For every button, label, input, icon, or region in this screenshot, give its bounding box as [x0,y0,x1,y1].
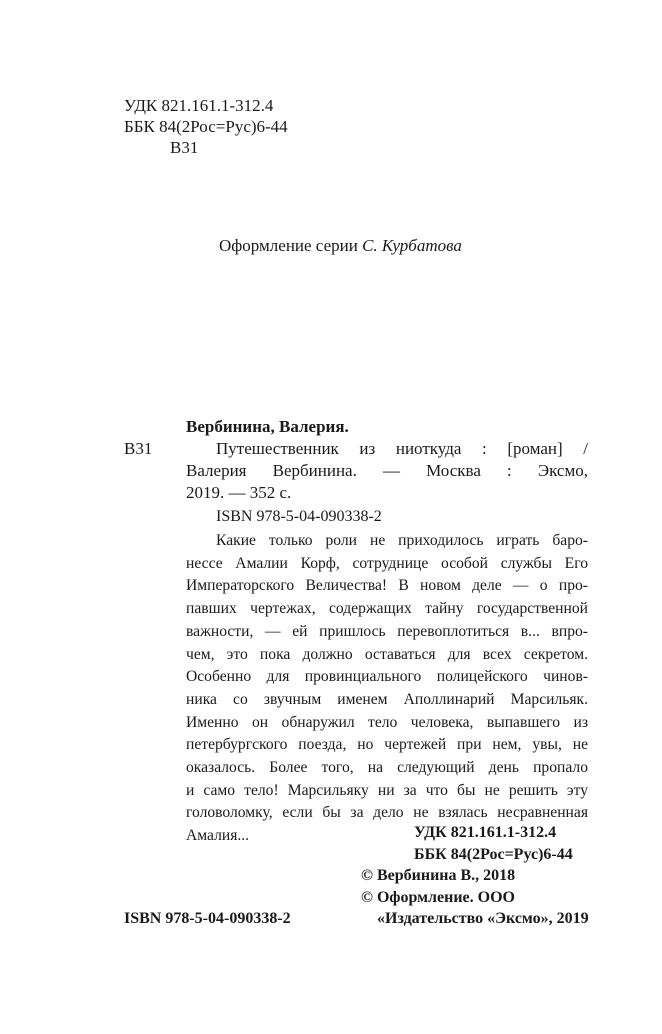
annotation-line: Императорского Величества! В новом деле — о про- [186,577,588,595]
annotation-line: оказалось. Более того, на следующий день пропало [186,759,588,776]
annotation-line: ника со звучным именем Аполлинарий Марсильяк. [186,690,588,708]
description-line: Валерия Вербинина. — Москва : Эксмо, [186,461,588,480]
annotation-line: нессе Амалии Корф, сотруднице особой службы Его [186,554,588,572]
annotation-line: павших чертежах, содержащих тайну государственной [186,600,588,618]
annotation-line: Особенно для провинциального полицейского чинов- [186,668,588,686]
copyright-design: © Оформление. ООО [361,889,515,906]
copyright-author: © Вербинина В., 2018 [361,867,516,884]
bottom-isbn: ISBN 978-5-04-090338-2 [124,910,291,927]
series-design-label: Оформление серии [219,236,358,255]
author-sign: В31 [170,138,199,157]
footer-udk-code: УДК 821.161.1-312.4 [414,824,557,841]
description-line: 2019. — 352 с. [186,483,292,502]
annotation-line: важности, — ей пришлось перевоплотиться в... впро- [186,622,588,640]
record-isbn: ISBN 978-5-04-090338-2 [216,508,382,525]
record-author-sign: В31 [124,439,153,458]
series-design-credit [219,235,462,256]
series-designer-name: С. Курбатова [362,236,462,255]
description-line: Путешественник из ниоткуда : [роман] / [216,439,588,458]
author-heading: Вербинина, Валерия. [186,417,349,436]
annotation-line: Амалия... [186,827,250,845]
annotation-line: петербургского поезда, но чертежей при нем, увы, не [186,736,588,754]
annotation-line: чем, это пока должно оставаться для всех секретом. [186,645,588,663]
copyright-publisher: «Издательство «Эксмо», 2019 [377,910,589,927]
annotation-line: Именно он обнаружил тело человека, выпавшего из [186,713,588,731]
bbk-code: ББК 84(2Рос=Рус)6-44 [124,117,288,136]
annotation-line: головоломку, если бы за дело не взялась несравненная [186,804,588,822]
footer-bbk-code: ББК 84(2Рос=Рус)6-44 [414,846,573,863]
annotation-line: и само тело! Марсильяку ни за что бы не решить эту [186,781,588,799]
annotation-line: Какие только роли не приходилось играть баро- [216,532,588,549]
udk-code: УДК 821.161.1-312.4 [124,96,274,115]
